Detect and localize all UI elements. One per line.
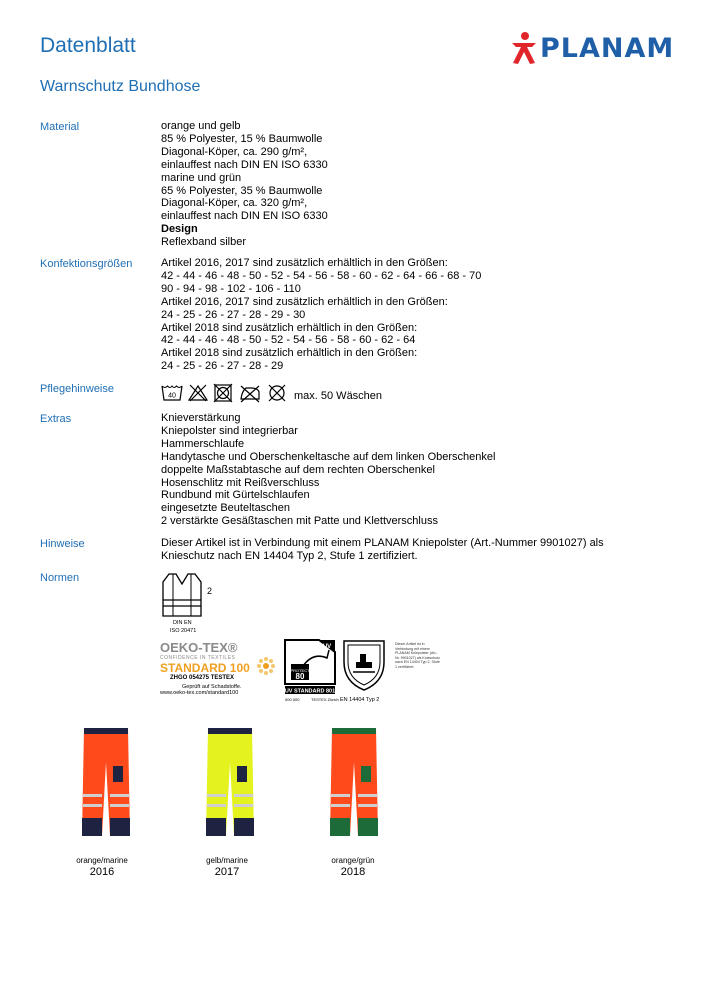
extras-line: Hosenschlitz mit Reißverschluss	[161, 476, 320, 489]
oekotex-code: ZHGO 054275 TESTEX	[170, 675, 235, 681]
no-dry-clean-icon	[267, 383, 287, 403]
extras-line: Rundbund mit Gürtelschlaufen	[161, 489, 310, 502]
oekotex-standard: STANDARD 100	[160, 661, 250, 675]
wash-40-icon	[161, 383, 183, 403]
product-caption	[303, 856, 403, 878]
product-color: orange/grün	[331, 856, 375, 865]
brand-wordmark: PLANAM	[540, 32, 675, 64]
product-name: Warnschutz Bundhose	[40, 78, 201, 95]
material-line: Reflexband silber	[161, 236, 246, 249]
uv-standard: UV STANDARD 801	[284, 688, 336, 695]
extras-line: doppelte Maßstabtasche auf dem rechten Oberschenkel	[161, 463, 435, 476]
care-symbols	[161, 381, 382, 405]
knee-std: EN 14404 Typ 2	[340, 697, 380, 703]
material-line: einlauffest nach DIN EN ISO 6330	[161, 158, 328, 171]
trousers-orange-marine	[78, 728, 134, 838]
extras-line: Kniepolster sind integrierbar	[161, 424, 298, 437]
product-image	[326, 728, 406, 843]
knee-shield-icon	[340, 638, 388, 692]
care-label: Pflegehinweise	[40, 383, 114, 395]
oekotex-brand: OEKO-TEX®	[160, 640, 238, 655]
knee-note: Dieser Artikel ist in Verbindung mit einem PLANAM Kniepolster (Art.-Nr. 9901027) als Knieschutz nach EN 14404 Typ 2, Stufe 1 zertifiziert.	[395, 642, 440, 669]
extras-label: Extras	[40, 413, 72, 425]
sizes-line: Artikel 2018 sind zusätzlich erhältlich in den Größen:	[161, 347, 418, 360]
notes-line: Dieser Artikel ist in Verbindung mit einem PLANAM Kniepolster (Art.-Nummer 9901027) als	[161, 537, 604, 549]
material-line: orange und gelb	[161, 120, 241, 132]
sizes-value	[161, 257, 481, 373]
oekotex-label	[160, 640, 278, 706]
uv-standard-label	[283, 638, 339, 708]
uv-protect-icon	[283, 638, 337, 696]
product-article: 2017	[214, 866, 240, 878]
sizes-line: 90 - 94 - 98 - 102 - 106 - 110	[161, 282, 301, 295]
page-title: Datenblatt	[40, 34, 136, 57]
material-line: 65 % Polyester, 35 % Baumwolle	[161, 184, 323, 197]
sizes-line: Artikel 2016, 2017 sind zusätzlich erhältlich in den Größen:	[161, 295, 448, 308]
wash-temp: 40	[168, 392, 176, 400]
care-text: max. 50 Wäschen	[294, 389, 383, 402]
extras-line: eingesetzte Beuteltaschen	[161, 502, 291, 515]
sizes-line: 42 - 44 - 46 - 48 - 50 - 52 - 54 - 56 - 58 - 60 - 62 - 64 - 66 - 68 - 70	[161, 269, 482, 282]
trousers-yellow-marine	[202, 728, 258, 838]
uv-protect: PROTECT	[290, 668, 310, 673]
sizes-line: 24 - 25 - 26 - 27 - 28 - 29 - 30	[161, 308, 306, 321]
product-color: orange/marine	[76, 856, 128, 865]
material-line: marine und grün	[161, 171, 242, 184]
norms-label: Normen	[40, 572, 80, 584]
oekotex-tagline: CONFIDENCE IN TEXTILES	[160, 655, 236, 661]
hivis-std-1: DIN EN	[173, 620, 192, 626]
product-image	[202, 728, 282, 843]
knee-norm	[340, 638, 392, 708]
no-bleach-icon	[188, 383, 208, 403]
material-line: Diagonal-Köper, ca. 320 g/m²,	[161, 197, 308, 210]
material-line: einlauffest nach DIN EN ISO 6330	[161, 210, 328, 223]
material-line: Diagonal-Köper, ca. 290 g/m²,	[161, 145, 308, 158]
oekotex-flower-icon	[256, 656, 276, 676]
extras-line: 2 verstärkte Gesäßtaschen mit Patte und Klettverschluss	[161, 515, 438, 528]
product-article: 2016	[89, 866, 115, 878]
trousers-orange-green	[326, 728, 382, 838]
extras-line: Knieverstärkung	[161, 412, 241, 424]
planam-figure-icon	[510, 31, 538, 65]
notes-value	[161, 537, 604, 563]
extras-value	[161, 412, 495, 528]
product-caption	[52, 856, 152, 878]
uv-sub-1: 000 000	[285, 697, 300, 702]
uv-value: 80	[295, 672, 305, 681]
material-line: 85 % Polyester, 15 % Baumwolle	[161, 132, 323, 145]
extras-line: Handytasche und Oberschenkeltasche auf dem linken Oberschenkel	[161, 450, 496, 463]
product-caption	[177, 856, 277, 878]
extras-line: Hammerschlaufe	[161, 437, 245, 450]
hivis-norm	[161, 572, 221, 640]
product-image	[78, 728, 158, 843]
sizes-line: Artikel 2016, 2017 sind zusätzlich erhältlich in den Größen:	[161, 257, 448, 269]
material-value	[161, 120, 328, 249]
hivis-vest-icon	[161, 572, 203, 618]
product-article: 2018	[340, 866, 366, 878]
notes-line: Knieschutz nach EN 14404 Typ 2, Stufe 1 zertifiziert.	[161, 549, 418, 562]
hivis-std-2: ISO 20471	[170, 628, 197, 634]
brand-logo	[510, 30, 675, 66]
oekotex-url: www.oeko-tex.com/standard100	[160, 690, 239, 696]
sizes-line: Artikel 2018 sind zusätzlich erhältlich in den Größen:	[161, 321, 418, 334]
sizes-line: 24 - 25 - 26 - 27 - 28 - 29	[161, 360, 284, 373]
sizes-label: Konfektionsgrößen	[40, 258, 133, 270]
hivis-class: 2	[207, 586, 213, 596]
no-tumble-dry-icon	[213, 383, 233, 403]
no-iron-icon	[238, 383, 262, 403]
uv-tag: UV	[322, 644, 332, 650]
uv-sub-2: TESTEX Zürich	[311, 697, 339, 702]
product-color: gelb/marine	[206, 856, 248, 865]
material-label: Material	[40, 121, 80, 133]
sizes-line: 42 - 44 - 46 - 48 - 50 - 52 - 54 - 56 - 58 - 60 - 62 - 64	[161, 334, 416, 347]
design-heading: Design	[161, 223, 198, 236]
notes-label: Hinweise	[40, 538, 85, 550]
oekotex-tested: Geprüft auf Schadstoffe.	[182, 684, 242, 690]
